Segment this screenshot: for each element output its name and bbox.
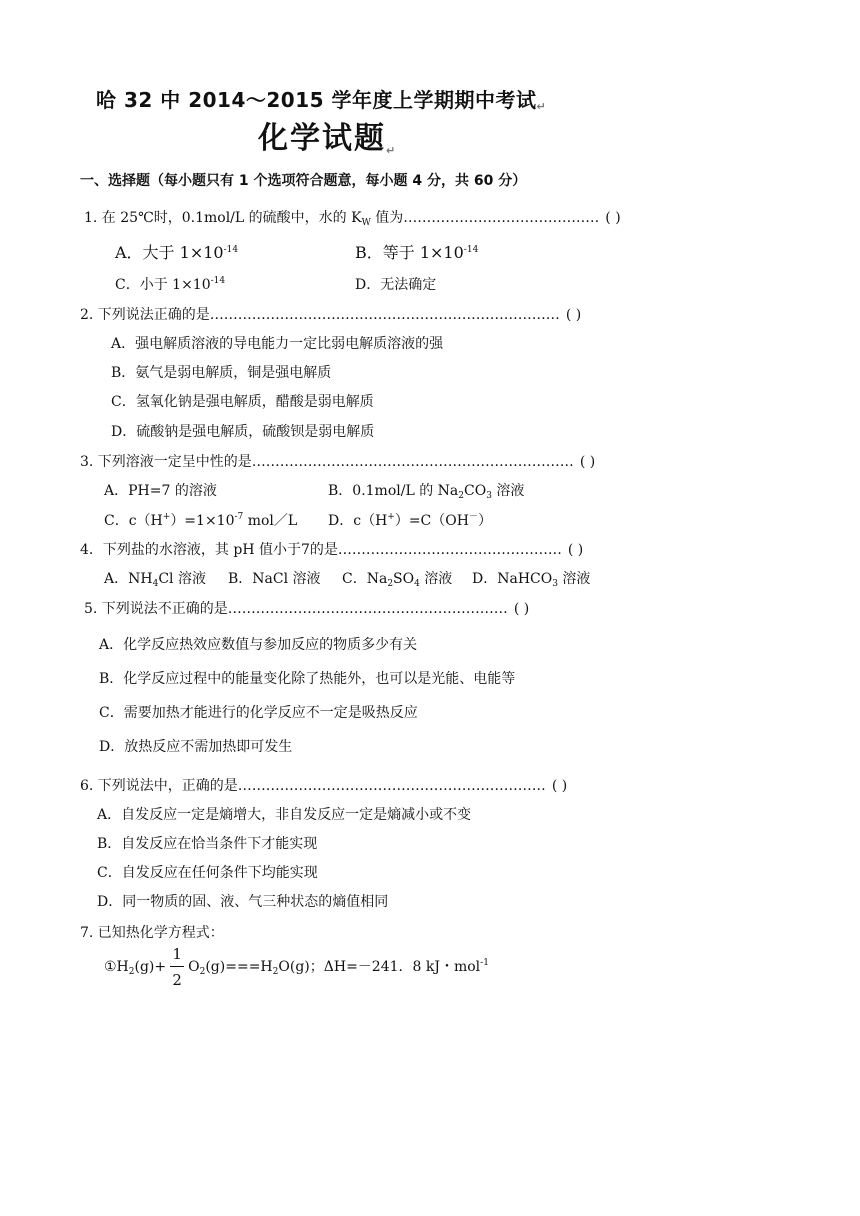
q5-option-b: B．化学反应过程中的能量变化除了热能外，也可以是光能、电能等 (99, 671, 516, 687)
question-3-stem: 3. 下列溶液一定呈中性的是…………………………………………………………… ( ) (80, 454, 596, 470)
q6-option-b: B．自发反应在恰当条件下才能实现 (97, 836, 318, 852)
q5-option-a: A．化学反应热效应数值与参加反应的物质多少有关 (99, 637, 418, 653)
q1-option-c: C．小于 $1\times 10^{-14}$ (115, 276, 226, 293)
q3-option-b: B．0.1mol/L 的 $Na_2CO_3$ 溶液 (328, 483, 525, 501)
question-6-stem: 6. 下列说法中，正确的是………………………………………………………… ( ) (80, 778, 568, 794)
answer-blank: ( ) (551, 778, 568, 794)
q7-thermochemical-equation: $①H_2(g)+$ $\frac{1}{2}$ $O_2(g)===H_2O(g)$；ΔH=－241．8 kJ・mol$^{-1}$ (104, 945, 489, 989)
question-1-stem: 1. 在 25℃时，0.1mol/L 的硫酸中，水的 $K_W$ 值为…………………………………… ( ) (84, 210, 621, 228)
return-mark: ↵ (386, 144, 398, 157)
answer-blank: ( ) (567, 542, 584, 558)
school-exam-title (96, 84, 546, 113)
q6-option-c: C．自发反应在任何条件下均能实现 (97, 865, 318, 881)
section-heading: 一、选择题（每小题只有 1 个选项符合题意，每小题 4 分，共 60 分） (80, 173, 527, 189)
school-exam-title-text: 哈 32 中 2014～2015 学年度上学期期中考试 (96, 88, 537, 112)
question-7-stem: 7. 已知热化学方程式： (80, 925, 224, 941)
q3-option-d: D．c（H+）=C（OH－） (328, 512, 492, 529)
question-5-stem: 5. 下列说法不正确的是…………………………………………………… ( ) (84, 601, 530, 617)
q4-option-a: A．$NH_4Cl$ 溶液 (104, 571, 206, 589)
q4-option-b: B．NaCl 溶液 (228, 571, 321, 587)
answer-blank: ( ) (579, 454, 596, 470)
q2-option-c: C．氢氧化钠是强电解质，醋酸是弱电解质 (111, 394, 374, 410)
subject-title (258, 113, 397, 157)
q1-option-a: A．大于 $1\times 10^{-14}$ (115, 243, 239, 262)
q6-option-a: A．自发反应一定是熵增大，非自发反应一定是熵减小或不变 (97, 807, 472, 823)
fraction-one-half: $\frac{1}{2}$ (170, 945, 184, 989)
answer-blank: ( ) (605, 210, 621, 226)
q5-option-d: D．放热反应不需加热即可发生 (99, 739, 293, 755)
q1-option-d: D．无法确定 (355, 277, 437, 293)
q1-option-b: B．等于 $1\times 10^{-14}$ (355, 243, 479, 262)
return-mark: ↵ (536, 100, 547, 113)
q4-option-d: D．NaHCO$_3$ 溶液 (472, 571, 591, 589)
q6-option-d: D．同一物质的固、液、气三种状态的熵值相同 (97, 894, 389, 910)
q2-option-b: B．氨气是弱电解质，铜是强电解质 (111, 365, 332, 381)
q4-option-c: C．$Na_2SO_4$ 溶液 (342, 571, 453, 589)
question-2-stem: 2. 下列说法正确的是………………………………………………………………… ( ) (80, 307, 582, 323)
answer-blank: ( ) (565, 307, 582, 323)
q2-option-d: D．硫酸钠是强电解质，硫酸钡是弱电解质 (111, 424, 375, 440)
q5-option-c: C．需要加热才能进行的化学反应不一定是吸热反应 (99, 705, 418, 721)
q3-option-c: C．$c(H^+)=1\times 10^{-7}$ mol／L (104, 512, 298, 529)
subject-title-text: 化学试题 (258, 121, 386, 156)
question-4-stem: 4．下列盐的水溶液，其 pH 值小于7的是………………………………………… ( ) (80, 542, 584, 558)
q2-option-a: A．强电解质溶液的导电能力一定比弱电解质溶液的强 (111, 336, 444, 352)
q3-option-a: A．PH=7 的溶液 (104, 483, 217, 499)
answer-blank: ( ) (513, 601, 530, 617)
